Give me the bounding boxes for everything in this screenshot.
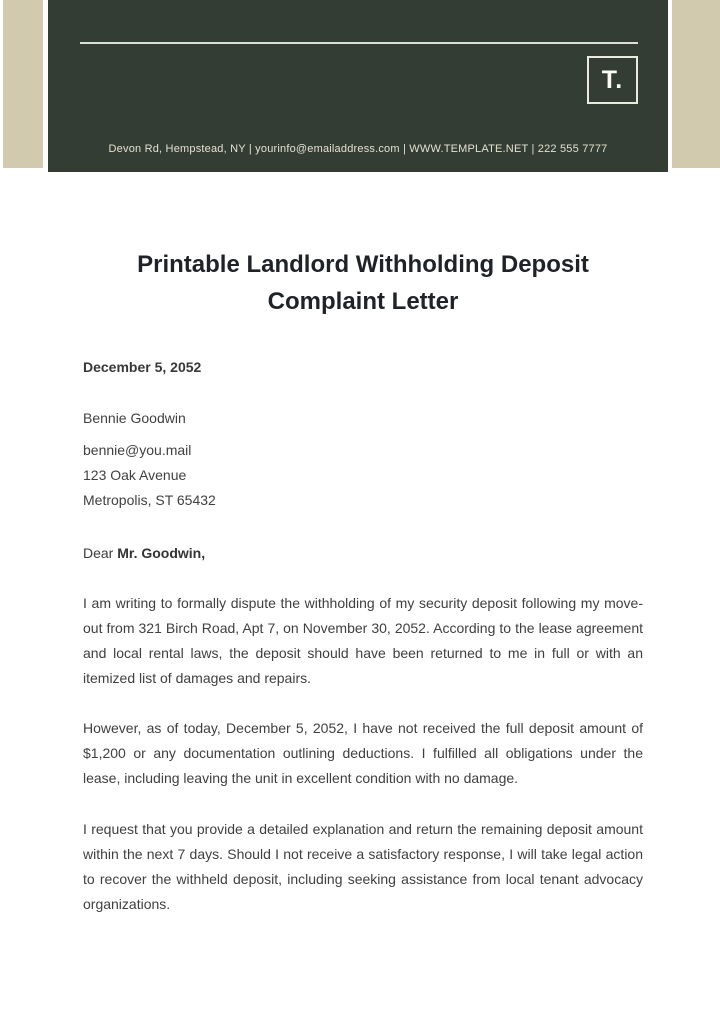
salutation-prefix: Dear [83, 545, 118, 561]
letter-body [0, 246, 720, 917]
left-accent-strip [3, 0, 43, 168]
sender-name: Bennie Goodwin [83, 410, 186, 426]
sender-contact-block [83, 438, 643, 513]
right-accent-strip [672, 0, 720, 168]
sender-email: bennie@you.mail [83, 442, 192, 458]
page-title: Printable Landlord Withholding Deposit Complaint Letter [137, 251, 589, 315]
sender-address-line-1: 123 Oak Avenue [83, 467, 187, 483]
letterhead-divider [80, 42, 638, 44]
paragraph-demand-action: I request that you provide a detailed explanation and return the remaining deposit amount within the next 7 days. Should I not receive a satisfactory response, I will take legal action to recover the withheld deposit, including seeking assistance from local tenant advocacy organizations. [83, 821, 643, 912]
salutation [83, 541, 643, 565]
paragraph-dispute-notice: I am writing to formally dispute the withholding of my security deposit following my move-out from 321 Birch Road, Apt 7, on November 30, 2052. According to the lease agreement and local rental laws, the deposit should have been returned to me in full or with an itemized list of damages and repairs. [83, 595, 643, 686]
template-logo [587, 56, 638, 104]
salutation-recipient: Mr. Goodwin, [117, 545, 206, 561]
template-logo-text: T. [601, 65, 624, 94]
letterhead-contact-line: Devon Rd, Hempstead, NY | yourinfo@emailaddress.com | WWW.TEMPLATE.NET | 222 555 7777 [108, 143, 608, 155]
letterhead-band [0, 0, 720, 172]
sender-address-line-2: Metropolis, ST 65432 [83, 492, 216, 508]
paragraph-deposit-status: However, as of today, December 5, 2052, I have not received the full deposit amount of $1,200 or any documentation outlining deductions. I fulfilled all obligations under the lease, including leaving the unit in excellent condition with no damage. [83, 720, 643, 786]
letter-date: December 5, 2052 [83, 359, 202, 375]
letterhead-panel [48, 0, 668, 172]
